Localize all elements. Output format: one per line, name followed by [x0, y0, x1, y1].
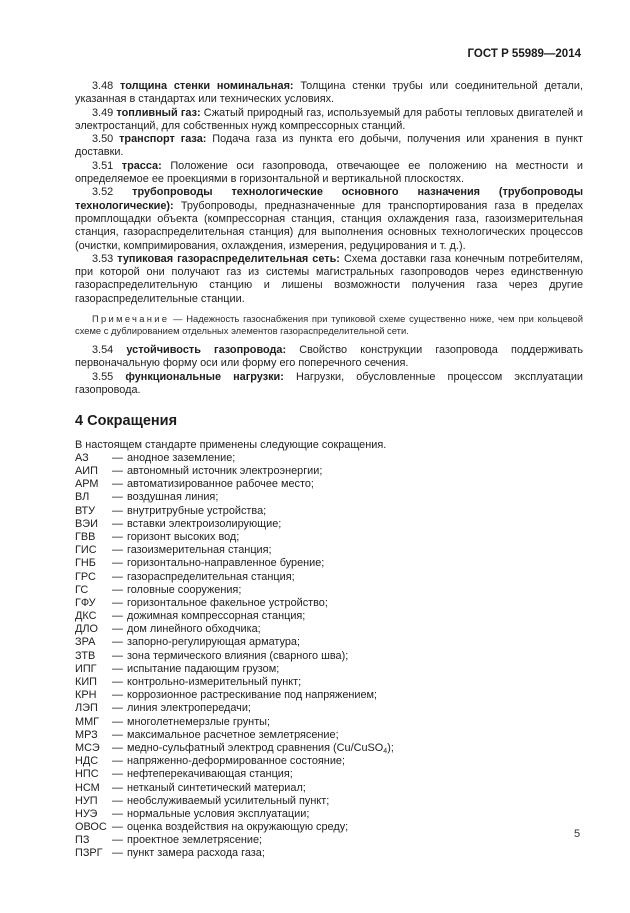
page-content [75, 80, 583, 861]
definition-text: дожимная компрессорная станция; [127, 610, 306, 623]
definition-text: нетканый синтетический материал; [127, 781, 306, 794]
definition-tail: ); [387, 741, 394, 754]
dash: — [112, 768, 123, 781]
abbreviation-item [75, 478, 583, 491]
term-name: топливный газ: [116, 106, 201, 119]
definition-text: контрольно-измерительный пункт; [127, 676, 302, 689]
abbreviation-code: ДЛО [75, 623, 98, 636]
dash: — [112, 662, 123, 675]
dash: — [112, 465, 123, 478]
term-text: Сжатый природный газ, используемый для работы тепловых двигателей и электростанций, для собственных нужд компрессорных станций. [75, 106, 583, 132]
abbreviation-item [75, 821, 583, 834]
dash: — [112, 834, 123, 847]
document-code-header: ГОСТ Р 55989—2014 [467, 48, 581, 60]
term-name: тупиковая газораспределительная сеть: [117, 252, 340, 265]
term-definition [75, 371, 583, 398]
dash: — [112, 807, 123, 820]
note-label: Примечание [92, 313, 170, 325]
definition-text: зона термического влияния (сварного шва); [127, 649, 349, 662]
definition-text: горизонт высоких вод; [127, 530, 240, 543]
abbreviation-item [75, 505, 583, 518]
abbreviation-code: ВТУ [75, 504, 96, 517]
abbreviation-list [75, 452, 583, 861]
dash: — [112, 728, 123, 741]
abbreviation-definition [127, 821, 583, 834]
abbreviation-item [75, 729, 583, 742]
term-number: 3.51 [92, 159, 114, 172]
dash: — [112, 623, 123, 636]
definition-text: коррозионное растрескивание под напряжением; [127, 689, 378, 702]
abbreviation-item [75, 702, 583, 715]
abbreviation-item [75, 557, 583, 570]
abbreviation-definition [127, 544, 583, 557]
definition-text: газоизмерительная станция; [127, 544, 272, 557]
abbreviation-definition [127, 531, 583, 544]
term-number: 3.54 [92, 344, 114, 357]
abbreviation-definition [127, 478, 583, 491]
abbreviation-item [75, 676, 583, 689]
definition-text: внутритрубные устройства; [127, 504, 267, 517]
abbreviation-definition [127, 465, 583, 478]
abbreviation-item [75, 584, 583, 597]
term-definition [75, 80, 583, 107]
abbreviation-code: ГС [75, 583, 89, 596]
dash: — [112, 544, 123, 557]
abbreviation-definition [127, 663, 583, 676]
subscript: 4 [383, 747, 388, 755]
definition-text: газораспределительная станция; [127, 570, 295, 583]
abbreviation-code: МСЭ [75, 741, 100, 754]
abbreviation-definition [127, 755, 583, 768]
definition-text: горизонтальное факельное устройство; [127, 596, 328, 609]
abbreviation-item [75, 689, 583, 702]
abbreviation-definition [127, 452, 583, 465]
abbreviation-item [75, 571, 583, 584]
abbreviation-definition [127, 610, 583, 623]
abbreviation-code: ГНБ [75, 557, 96, 570]
abbreviation-item [75, 544, 583, 557]
abbreviation-definition [127, 742, 583, 755]
abbreviation-definition [127, 834, 583, 847]
definition-text: медно-сульфатный электрод сравнения (Cu/CuSO [127, 741, 384, 754]
abbreviation-item [75, 465, 583, 478]
dash: — [112, 755, 123, 768]
abbreviation-definition [127, 491, 583, 504]
term-name: трубопроводы технологические основного назначения (трубопроводы технологические): [75, 186, 583, 212]
abbreviation-code: ОВОС [75, 821, 107, 834]
definition-text: нефтеперекачивающая станция; [127, 768, 293, 781]
dash: — [112, 504, 123, 517]
abbreviation-definition [127, 676, 583, 689]
abbreviation-code: ГФУ [75, 596, 96, 609]
term-definition [75, 107, 583, 134]
abbreviation-code: АРМ [75, 478, 99, 491]
term-text: Нагрузки, обусловленные процессом эксплуатации газопровода. [75, 370, 583, 396]
term-name: устойчивость газопровода: [126, 344, 287, 357]
dash: — [112, 610, 123, 623]
dash: — [112, 676, 123, 689]
definition-text: запорно-регулирующая арматура; [127, 636, 300, 649]
terms-definitions-continued [75, 344, 583, 397]
definition-text: головные сооружения; [127, 583, 242, 596]
term-text: Толщина стенки трубы или соединительной детали, указанная в стандартах или технических условиях. [75, 80, 584, 106]
abbreviation-item [75, 716, 583, 729]
abbreviation-code: ЗРА [75, 636, 96, 649]
abbreviation-item [75, 531, 583, 544]
abbreviation-definition [127, 557, 583, 570]
abbreviation-code: МРЗ [75, 728, 98, 741]
term-definition [75, 186, 583, 252]
abbreviation-definition [127, 571, 583, 584]
abbreviation-code: ДКС [75, 610, 97, 623]
page-number: 5 [574, 828, 581, 840]
term-definition [75, 344, 583, 371]
abbreviation-code: ЛЭП [75, 702, 98, 715]
abbreviation-item [75, 768, 583, 781]
dash: — [112, 491, 123, 504]
abbreviation-item [75, 636, 583, 649]
definition-text: автономный источник электроэнергии; [127, 465, 323, 478]
dash: — [112, 649, 123, 662]
note-text: — Надежность газоснабжения при тупиковой схеме существенно ниже, чем при кольцевой схеме с дублированием отдельных элементов газораспределительной сети. [75, 313, 583, 337]
dash: — [112, 702, 123, 715]
abbreviation-item [75, 610, 583, 623]
abbreviation-definition [127, 782, 583, 795]
term-name: транспорт газа: [119, 133, 207, 146]
term-number: 3.53 [92, 252, 114, 265]
abbreviation-item [75, 491, 583, 504]
abbreviation-item [75, 742, 583, 755]
term-number: 3.50 [92, 133, 114, 146]
abbreviation-code: ВЛ [75, 491, 90, 504]
definition-text: вставки электроизолирующие; [127, 517, 282, 530]
dash: — [112, 636, 123, 649]
abbreviation-definition [127, 505, 583, 518]
abbreviation-code: НУЭ [75, 807, 98, 820]
term-number: 3.48 [92, 80, 114, 92]
definition-text: пункт замера расхода газа; [127, 847, 265, 860]
abbreviation-code: ГРС [75, 570, 96, 583]
definition-text: нормальные условия эксплуатации; [127, 807, 310, 820]
abbreviation-definition [127, 689, 583, 702]
definition-text: оценка воздействия на окружающую среду; [127, 821, 349, 834]
dash: — [112, 530, 123, 543]
abbreviation-code: ЗТВ [75, 649, 96, 662]
definition-text: линия электропередачи; [127, 702, 251, 715]
abbreviation-definition [127, 597, 583, 610]
definition-text: испытание падающим грузом; [127, 662, 280, 675]
dash: — [112, 583, 123, 596]
dash: — [112, 689, 123, 702]
abbreviation-code: ММГ [75, 715, 100, 728]
dash: — [112, 478, 123, 491]
abbreviation-definition [127, 795, 583, 808]
abbreviation-item [75, 650, 583, 663]
dash: — [112, 517, 123, 530]
abbreviation-item [75, 663, 583, 676]
term-number: 3.55 [92, 370, 114, 383]
dash: — [112, 781, 123, 794]
definition-text: дом линейного обходчика; [127, 623, 261, 636]
abbreviation-code: НПС [75, 768, 99, 781]
term-name: трасса: [121, 159, 162, 172]
terms-definitions [75, 80, 583, 306]
abbreviation-code: АИП [75, 465, 98, 478]
abbreviation-code: НУП [75, 794, 98, 807]
term-definition [75, 160, 583, 187]
term-text: Схема доставки газа конечным потребителям, при которой они получают газ из системы магистральных газопроводов через единственную газораспределительную станцию и лишены возможности получения газа через другие газораспределительные станции. [75, 252, 583, 305]
term-number: 3.49 [92, 106, 114, 119]
note [75, 313, 583, 337]
section-intro: В настоящем стандарте применены следующие сокращения. [75, 438, 387, 451]
abbreviation-definition [127, 729, 583, 742]
abbreviation-item [75, 808, 583, 821]
abbreviation-code: ПЗРГ [75, 847, 103, 860]
dash: — [112, 794, 123, 807]
definition-text: максимальное расчетное землетрясение; [127, 728, 339, 741]
abbreviation-code: НСМ [75, 781, 100, 794]
abbreviation-code: КИП [75, 676, 97, 689]
abbreviation-code: ГВВ [75, 530, 96, 543]
abbreviation-definition [127, 768, 583, 781]
abbreviation-code: КРН [75, 689, 97, 702]
dash: — [112, 557, 123, 570]
abbreviation-code: ПЗ [75, 834, 90, 847]
dash: — [112, 715, 123, 728]
abbreviation-code: ВЭИ [75, 517, 98, 530]
abbreviation-definition [127, 623, 583, 636]
term-text: Свойство конструкции газопровода поддерживать первоначальную форму оси или форму его поперечного сечения. [75, 344, 584, 370]
abbreviation-item [75, 782, 583, 795]
abbreviation-definition [127, 518, 583, 531]
term-text: Трубопроводы, предназначенные для транспортирования газа в пределах промплощадки объекта (компрессорная станция, станция охлаждения газа, газоизмерительная станция, газораспределительная станция) для выполнения основных технологических процессов (очистки, компримирования, охлаждения, измерения, редуцирования и т. д.). [75, 199, 583, 252]
abbreviation-code: НДС [75, 755, 99, 768]
definition-text: анодное заземление; [127, 451, 236, 464]
abbreviation-item [75, 518, 583, 531]
abbreviation-definition [127, 636, 583, 649]
abbreviation-definition [127, 584, 583, 597]
term-definition [75, 253, 583, 306]
definition-text: горизонтально-направленное бурение; [127, 557, 325, 570]
definition-text: автоматизированное рабочее место; [127, 478, 314, 491]
abbreviation-item [75, 623, 583, 636]
abbreviation-definition [127, 716, 583, 729]
abbreviation-item [75, 755, 583, 768]
abbreviation-definition [127, 847, 583, 860]
dash: — [112, 570, 123, 583]
term-text: Подача газа из пункта его добычи, получения или хранения в пункт доставки. [75, 133, 583, 159]
definition-text: многолетнемерзлые грунты; [127, 715, 271, 728]
term-definition [75, 133, 583, 160]
abbreviation-definition [127, 808, 583, 821]
definition-text: проектное землетрясение; [127, 834, 263, 847]
abbreviation-item [75, 597, 583, 610]
term-number: 3.52 [92, 186, 114, 199]
abbreviation-code: ГИС [75, 544, 97, 557]
dash: — [112, 821, 123, 834]
definition-text: необслуживаемый усилительный пункт; [127, 794, 330, 807]
definition-text: напряженно-деформированное состояние; [127, 755, 345, 768]
abbreviation-code: ИПГ [75, 662, 97, 675]
dash: — [112, 847, 123, 860]
dash: — [112, 451, 123, 464]
abbreviation-item [75, 847, 583, 860]
abbreviation-item [75, 452, 583, 465]
definition-text: воздушная линия; [127, 491, 219, 504]
abbreviation-definition [127, 650, 583, 663]
section-title: 4 Сокращения [75, 413, 178, 430]
term-name: функциональные нагрузки: [125, 370, 284, 383]
abbreviation-code: АЗ [75, 451, 89, 464]
abbreviation-item [75, 834, 583, 847]
dash: — [112, 741, 123, 754]
abbreviation-definition [127, 702, 583, 715]
abbreviation-item [75, 795, 583, 808]
term-name: толщина стенки номинальная: [120, 80, 294, 92]
term-text: Положение оси газопровода, отвечающее ее положению на местности и определяемое ее проекциями в горизонтальной и вертикальной плоскостях. [75, 159, 584, 186]
dash: — [112, 596, 123, 609]
